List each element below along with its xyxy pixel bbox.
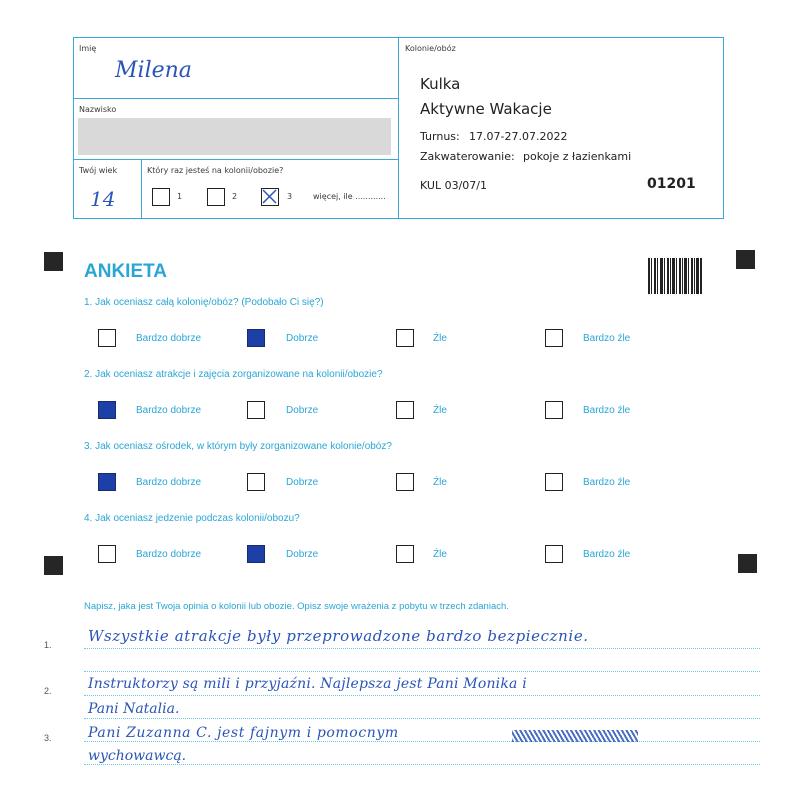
age-value[interactable]: 14 — [90, 187, 116, 211]
q1-option-bardzo-zle-checkbox[interactable] — [545, 329, 563, 347]
opinion-line-number-3: 3. — [44, 733, 52, 743]
opinion-text-line-4[interactable]: Pani Zuzanna C. jest fajnym i pomocnym — [88, 725, 399, 741]
writing-line — [84, 718, 760, 719]
q4-option-bardzo-dobrze-checkbox[interactable] — [98, 545, 116, 563]
writing-line — [84, 695, 760, 696]
barcode-icon — [648, 258, 702, 294]
q3-option-dobrze-label: Dobrze — [286, 477, 319, 488]
opinion-text-line-3[interactable]: Pani Natalia. — [88, 701, 180, 717]
registration-mark-bottom-right — [738, 554, 757, 573]
camp-code: KUL 03/07/1 — [420, 179, 487, 192]
q4-option-bardzo-zle-label: Bardzo źle — [583, 549, 631, 560]
accommodation-value: pokoje z łazienkami — [523, 150, 632, 163]
scribbled-out-word — [512, 730, 638, 742]
q4-option-bardzo-zle-checkbox[interactable] — [545, 545, 563, 563]
q2-option-bardzo-zle-label: Bardzo źle — [583, 405, 631, 416]
q1-option-zle-label: Źle — [433, 333, 447, 344]
header-divider-surname — [73, 159, 399, 160]
times-more-label: więcej, ile ............ — [313, 192, 386, 201]
times-option-1-label: 1 — [177, 192, 183, 201]
registration-mark-top-right — [736, 250, 755, 269]
times-option-3-checkbox[interactable] — [261, 188, 279, 206]
q2-option-zle-checkbox[interactable] — [396, 401, 414, 419]
q3-option-dobrze-checkbox[interactable] — [247, 473, 265, 491]
opinion-line-number-2: 2. — [44, 686, 52, 696]
q4-option-zle-label: Źle — [433, 549, 447, 560]
accommodation-label: Zakwaterowanie: — [420, 150, 515, 163]
q3-option-bardzo-dobrze-checkbox[interactable] — [98, 473, 116, 491]
cross-mark-icon — [262, 189, 277, 204]
q3-option-zle-checkbox[interactable] — [396, 473, 414, 491]
survey-title: ANKIETA — [84, 261, 168, 282]
q2-option-dobrze-checkbox[interactable] — [247, 401, 265, 419]
camp-program: Aktywne Wakacje — [420, 100, 552, 118]
q2-option-bardzo-zle-checkbox[interactable] — [545, 401, 563, 419]
registration-mark-top-left — [44, 252, 63, 271]
question-4-text: 4. Jak oceniasz jedzenie podczas kolonii/obozu? — [84, 513, 300, 524]
surname-redacted — [78, 118, 391, 155]
question-3-text: 3. Jak oceniasz ośrodek, w którym były zorganizowane kolonie/obóz? — [84, 441, 392, 452]
q1-option-dobrze-checkbox[interactable] — [247, 329, 265, 347]
q2-option-bardzo-dobrze-checkbox[interactable] — [98, 401, 116, 419]
q3-option-bardzo-zle-label: Bardzo źle — [583, 477, 631, 488]
times-label: Który raz jesteś na kolonii/obozie? — [147, 166, 284, 175]
surname-label: Nazwisko — [79, 105, 117, 114]
turnus-value: 17.07-27.07.2022 — [469, 130, 568, 143]
header-divider-vertical — [398, 37, 399, 219]
q4-option-bardzo-dobrze-label: Bardzo dobrze — [136, 549, 202, 560]
turnus-label: Turnus: — [420, 130, 460, 143]
camp-label: Kolonie/obóz — [405, 44, 456, 53]
header-divider-age — [141, 159, 142, 219]
opinion-line-number-1: 1. — [44, 640, 52, 650]
q1-option-bardzo-zle-label: Bardzo źle — [583, 333, 631, 344]
q4-option-zle-checkbox[interactable] — [396, 545, 414, 563]
times-option-1-checkbox[interactable] — [152, 188, 170, 206]
q1-option-bardzo-dobrze-label: Bardzo dobrze — [136, 333, 202, 344]
opinion-text-line-1[interactable]: Wszystkie atrakcje były przeprowadzone bardzo bezpiecznie. — [88, 627, 589, 645]
times-option-2-checkbox[interactable] — [207, 188, 225, 206]
writing-line — [84, 671, 760, 672]
age-label: Twój wiek — [79, 166, 118, 175]
camp-name: Kulka — [420, 75, 461, 93]
name-value[interactable]: Milena — [115, 58, 192, 83]
times-option-3-label: 3 — [287, 192, 293, 201]
writing-line — [84, 764, 760, 765]
question-2-text: 2. Jak oceniasz atrakcje i zajęcia zorganizowane na kolonii/obozie? — [84, 369, 383, 380]
opinion-text-line-5[interactable]: wychowawcą. — [88, 748, 187, 764]
q3-option-bardzo-dobrze-label: Bardzo dobrze — [136, 477, 202, 488]
q2-option-bardzo-dobrze-label: Bardzo dobrze — [136, 405, 202, 416]
header-divider-name — [73, 98, 399, 99]
form-number: 01201 — [647, 176, 696, 192]
q3-option-zle-label: Źle — [433, 477, 447, 488]
name-label: Imię — [79, 44, 97, 53]
times-option-2-label: 2 — [232, 192, 238, 201]
opinion-prompt: Napisz, jaka jest Twoja opinia o kolonii lub obozie. Opisz swoje wrażenia z pobytu w trzech zdaniach. — [84, 601, 509, 612]
q4-option-dobrze-checkbox[interactable] — [247, 545, 265, 563]
q1-option-bardzo-dobrze-checkbox[interactable] — [98, 329, 116, 347]
writing-line — [84, 741, 760, 742]
question-1-text: 1. Jak oceniasz całą kolonię/obóz? (Podobało Ci się?) — [84, 297, 324, 308]
registration-mark-bottom-left — [44, 556, 63, 575]
q2-option-zle-label: Źle — [433, 405, 447, 416]
writing-line — [84, 648, 760, 649]
opinion-text-line-2[interactable]: Instruktorzy są mili i przyjaźni. Najlepsza jest Pani Monika i — [88, 676, 527, 692]
q1-option-dobrze-label: Dobrze — [286, 333, 319, 344]
q1-option-zle-checkbox[interactable] — [396, 329, 414, 347]
q2-option-dobrze-label: Dobrze — [286, 405, 319, 416]
q3-option-bardzo-zle-checkbox[interactable] — [545, 473, 563, 491]
q4-option-dobrze-label: Dobrze — [286, 549, 319, 560]
